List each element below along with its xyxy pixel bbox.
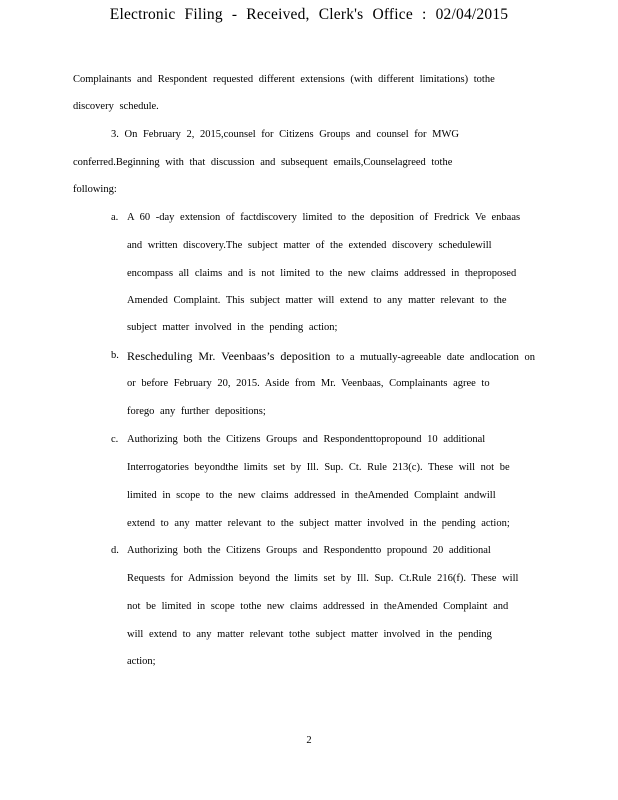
page-number: 2	[306, 735, 312, 746]
item-d-line-2: Requests for Admission beyond the limits set by Ill. Sup. Ct.Rule 216(f). These will	[127, 573, 519, 584]
item-d-line-4: will extend to any matter relevant tothe subject matter involved in the pending	[127, 629, 492, 640]
item-b-line-1	[127, 349, 535, 364]
item-b-line-3: forego any further depositions;	[127, 406, 266, 417]
para3-line-2: conferred.Beginning with that discussion and subsequent emails,Counselagreed tothe	[73, 157, 453, 168]
item-a-line-4: Amended Complaint. This subject matter will extend to any matter relevant to the	[127, 295, 507, 306]
item-a-line-2: and written discovery.The subject matter of the extended discovery schedulewill	[127, 240, 492, 251]
item-d-line-1: Authorizing both the Citizens Groups and Respondentto propound 20 additional	[127, 545, 491, 556]
item-b-rest-text: to a mutually-agreeable date andlocation on	[330, 352, 536, 363]
item-a-line-5: subject matter involved in the pending action;	[127, 322, 338, 333]
para3-line-1: 3. On February 2, 2015,counsel for Citizens Groups and counsel for MWG	[111, 129, 459, 140]
item-c-line-3: limited in scope to the new claims addressed in theAmended Complaint andwill	[127, 490, 496, 501]
item-c-line-4: extend to any matter relevant to the subject matter involved in the pending action;	[127, 518, 510, 529]
intro-line-1: Complainants and Respondent requested different extensions (with different limitations) tothe	[73, 74, 495, 85]
item-b-lead-text: Rescheduling Mr. Veenbaas’s deposition	[127, 349, 331, 363]
item-c-line-2: Interrogatories beyondthe limits set by Ill. Sup. Ct. Rule 213(c). These will not be	[127, 462, 510, 473]
para3-line-3: following:	[73, 184, 117, 195]
item-a-line-3: encompass all claims and is not limited to the new claims addressed in theproposed	[127, 268, 517, 279]
intro-line-2: discovery schedule.	[73, 101, 159, 112]
item-c-marker: c.	[111, 434, 119, 445]
item-d-marker: d.	[111, 545, 119, 556]
item-d-line-3: not be limited in scope tothe new claims addressed in theAmended Complaint and	[127, 601, 509, 612]
item-a-line-1: A 60 -day extension of factdiscovery limited to the deposition of Fredrick Ve enbaas	[127, 212, 521, 223]
filing-stamp: Electronic Filing - Received, Clerk's Office : 02/04/2015	[109, 6, 509, 23]
item-d-line-5: action;	[127, 656, 156, 667]
item-b-line-2: or before February 20, 2015. Aside from Mr. Veenbaas, Complainants agree to	[127, 378, 490, 389]
item-b-marker: b.	[111, 350, 119, 361]
item-a-marker: a.	[111, 212, 119, 223]
item-c-line-1: Authorizing both the Citizens Groups and Respondenttopropound 10 additional	[127, 434, 486, 445]
